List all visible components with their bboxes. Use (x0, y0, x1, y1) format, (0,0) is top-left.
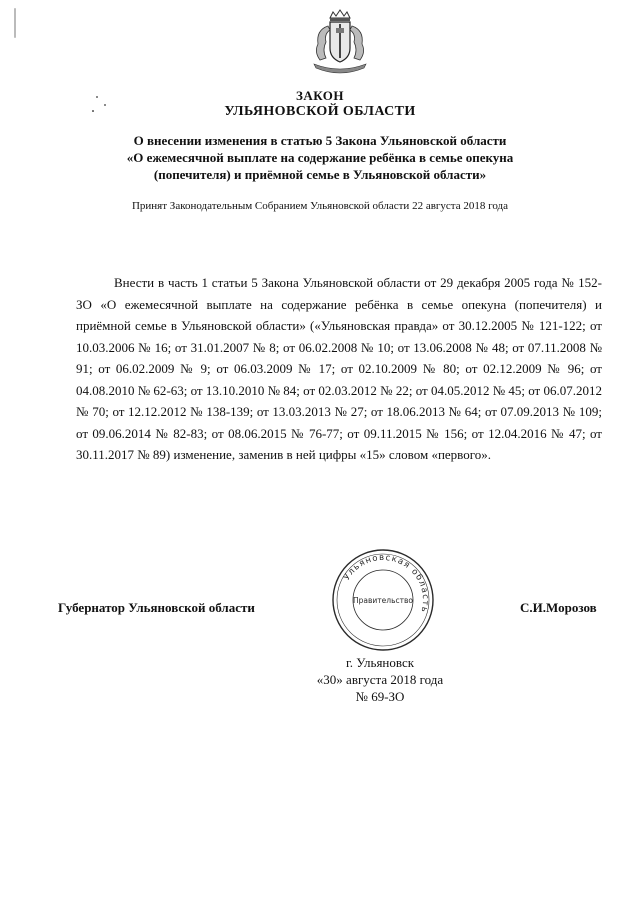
signing-details (300, 654, 460, 705)
official-seal-icon (328, 545, 438, 655)
law-number: № 69-ЗО (355, 689, 405, 704)
governor-title: Губернатор Ульяновской области (58, 600, 255, 615)
subtitle-line: (попечителя) и приёмной семье в Ульяновской области» (153, 167, 487, 182)
scan-speck (104, 104, 106, 106)
law-body-paragraph: Внести в часть 1 статьи 5 Закона Ульяновской области от 29 декабря 2005 года № 152-ЗО «О ежемесячной выплате на содержание ребёнка в семье опекуна (попечителя) и приёмной семье в Ульяновской области» («Ульяновская правда» от 30.12.2005 № 121-122; от 10.03.2006 № 16; от 31.01.2007 № 8; от 06.02.2008 № 10; от 13.06.2008 № 48; от 07.11.2008 № 91; от 06.02.2009 № 9; от 06.03.2009 № 17; от 02.10.2009 № 80; от 02.12.2009 № 96; от 04.08.2010 № 62-63; от 13.10.2010 № 84; от 02.03.2012 № 22; от 04.05.2012 № 45; от 06.07.2012 № 70; от 12.12.2012 № 138-139; от 13.03.2013 № 27; от 18.06.2013 № 64; от 07.09.2013 № 109; от 09.06.2014 № 82-83; от 08.06.2015 № 76-77; от 09.11.2015 № 156; от 12.04.2016 № 47; от 30.11.2017 № 89) изменение, заменив в ней цифры «15» словом «первого». (76, 275, 602, 462)
document-type: ЗАКОН (295, 88, 345, 103)
adoption-note: Принят Законодательным Собранием Ульяновской области 22 августа 2018 года (131, 200, 509, 212)
scan-speck (14, 8, 16, 38)
scan-speck (96, 96, 98, 98)
scan-speck (92, 110, 94, 112)
subtitle-line: О внесении изменения в статью 5 Закона Ульяновской области (133, 133, 507, 148)
seal-center-text: Правительство (353, 596, 413, 605)
region-name: УЛЬЯНОВСКОЙ ОБЛАСТИ (224, 104, 416, 119)
subtitle-line: «О ежемесячной выплате на содержание ребёнка в семье опекуна (126, 150, 514, 165)
law-subtitle (60, 132, 580, 183)
signing-date: «30» августа 2018 года (316, 672, 444, 687)
governor-name: С.И.Морозов (520, 600, 597, 615)
signing-city: г. Ульяновск (345, 655, 415, 670)
seal-ring-text: Ульяновская область (341, 552, 431, 615)
coat-of-arms-icon (300, 8, 380, 76)
